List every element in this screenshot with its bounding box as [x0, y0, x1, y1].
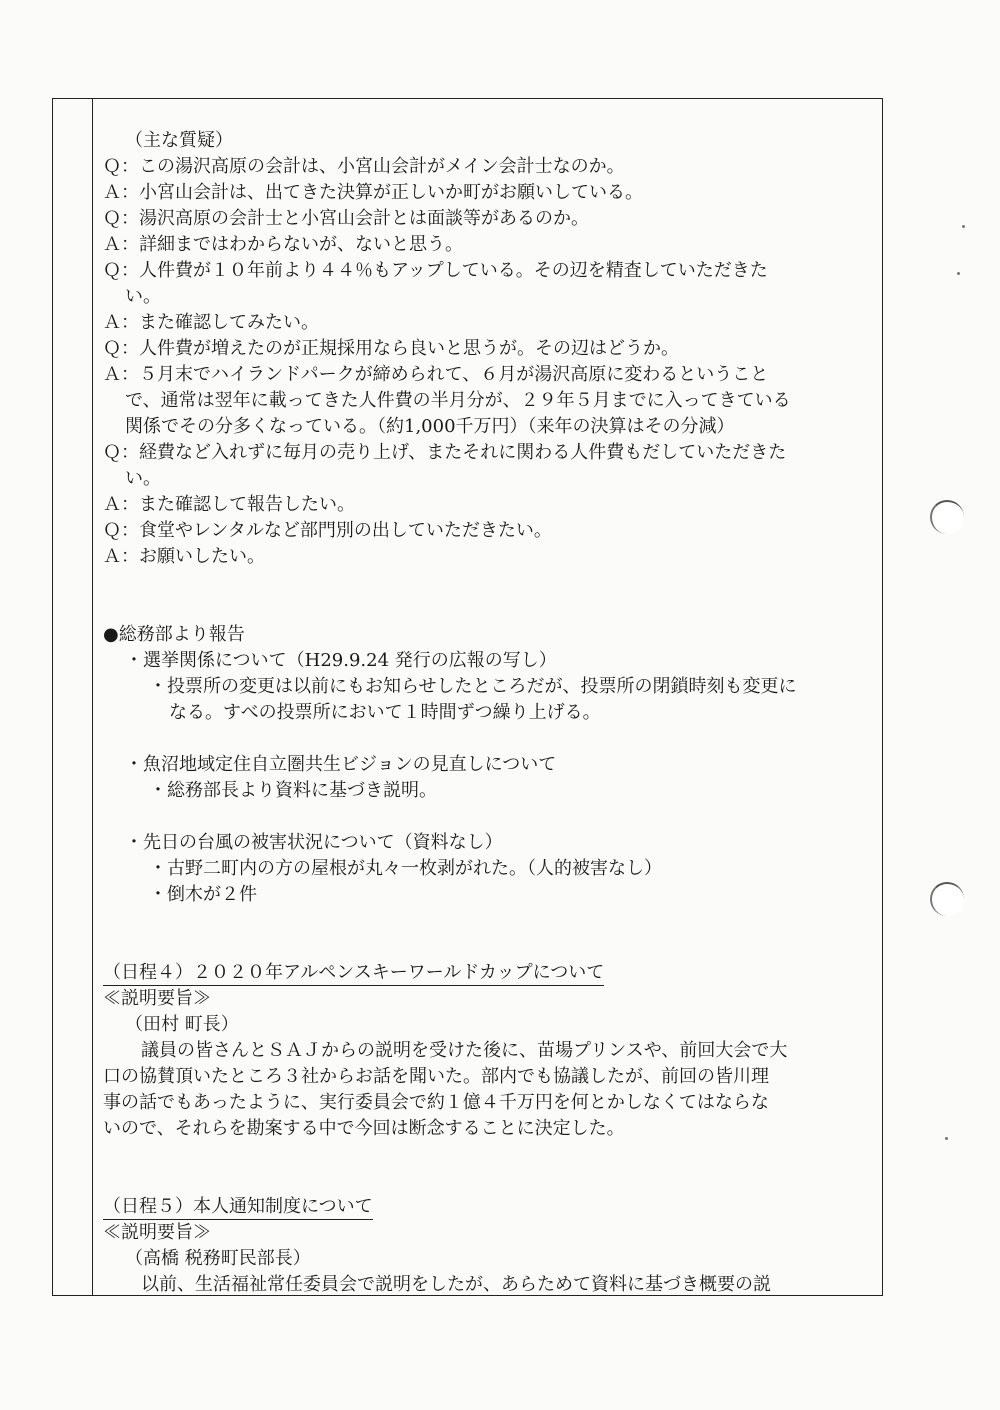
qa-line: Ａ：小宮山会計は、出てきた決算が正しいか町がお願いしている。 [103, 182, 643, 203]
typhoon-item: ・先日の台風の被害状況について（資料なし） [125, 832, 503, 853]
agenda5-heading: （日程５）本人通知制度について [103, 1195, 373, 1220]
agenda4-line: いので、それらを勘案する中で今回は断念することに決定した。 [103, 1118, 625, 1139]
qa-line: 関係でその分多くなっている。（約1,000千万円）（来年の決算はその分減） [125, 416, 735, 437]
vision-detail: ・総務部長より資料に基づき説明。 [149, 780, 437, 801]
qa-line: Ａ：５月末でハイランドパークが締められて、６月が湯沢高原に変わるということ [103, 364, 769, 385]
punch-hole-bottom [930, 882, 964, 916]
typhoon-detail: ・古野二町内の方の屋根が丸々一枚剥がれた。（人的被害なし） [149, 858, 662, 879]
agenda4-speaker: （田村 町長） [125, 1014, 239, 1035]
speck [957, 272, 960, 275]
qa-line: Ａ：また確認して報告したい。 [103, 494, 355, 515]
qa-line: い。 [125, 468, 161, 489]
qa-line: Ｑ：湯沢高原の会計士と小宮山会計とは面談等があるのか。 [103, 208, 589, 229]
general-affairs-heading: ●総務部より報告 [103, 624, 245, 645]
qa-line: で、通常は翌年に載ってきた人件費の半月分が、２９年５月までに入ってきている [125, 390, 791, 411]
document-body [103, 128, 873, 1298]
election-detail-cont: なる。すべの投票所において１時間ずつ繰り上げる。 [169, 702, 601, 723]
qa-line: Ｑ：人件費が増えたのが正規採用なら良いと思うが。その辺はどうか。 [103, 338, 679, 359]
margin-rule [92, 98, 93, 1296]
vision-item: ・魚沼地域定住自立圏共生ビジョンの見直しについて [125, 754, 557, 775]
qa-line: い。 [125, 286, 161, 307]
qa-line: Ａ：また確認してみたい。 [103, 312, 319, 333]
agenda4-line: 事の話でもあったように、実行委員会で約１億４千万円を何とかしなくてはならな [103, 1092, 769, 1113]
qa-line: Ｑ：人件費が１０年前より４４％もアップしている。その辺を精査していただきた [103, 260, 768, 281]
speck [962, 225, 965, 228]
qa-line: Ａ：お願いしたい。 [103, 546, 265, 567]
qa-line: Ａ：詳細まではわからないが、ないと思う。 [103, 234, 463, 255]
typhoon-detail: ・倒木が２件 [149, 884, 257, 905]
qa-line: Ｑ：食堂やレンタルなど部門別の出していただきたい。 [103, 520, 552, 541]
agenda5-summary-label: ≪説明要旨≫ [103, 1222, 211, 1243]
qa-heading: （主な質疑） [125, 130, 233, 151]
qa-list [103, 154, 873, 570]
agenda4-line: 口の協賛頂いたところ３社からお話を聞いた。部内でも協議したが、前回の皆川理 [103, 1066, 769, 1087]
agenda4-summary-label: ≪説明要旨≫ [103, 988, 211, 1009]
agenda5-line: 以前、生活福祉常任委員会で説明をしたが、あらためて資料に基づき概要の説 [141, 1274, 771, 1295]
election-detail: ・投票所の変更は以前にもお知らせしたところだが、投票所の閉鎖時刻も変更に [149, 676, 797, 697]
speck [945, 1137, 948, 1140]
election-item: ・選挙関係について（H29.9.24 発行の広報の写し） [125, 650, 557, 671]
punch-hole-top [930, 500, 964, 534]
agenda4-heading: （日程４）２０２０年アルペンスキーワールドカップについて [103, 961, 604, 986]
qa-line: Ｑ：この湯沢高原の会計は、小宮山会計がメイン会計士なのか。 [103, 156, 625, 177]
agenda4-line: 議員の皆さんとＳＡＪからの説明を受けた後に、苗場プリンスや、前回大会で大 [141, 1040, 788, 1061]
qa-line: Ｑ：経費など入れずに毎月の売り上げ、またそれに関わる人件費もだしていただきた [103, 442, 787, 463]
agenda5-speaker: （高橋 税務町民部長） [125, 1248, 311, 1269]
